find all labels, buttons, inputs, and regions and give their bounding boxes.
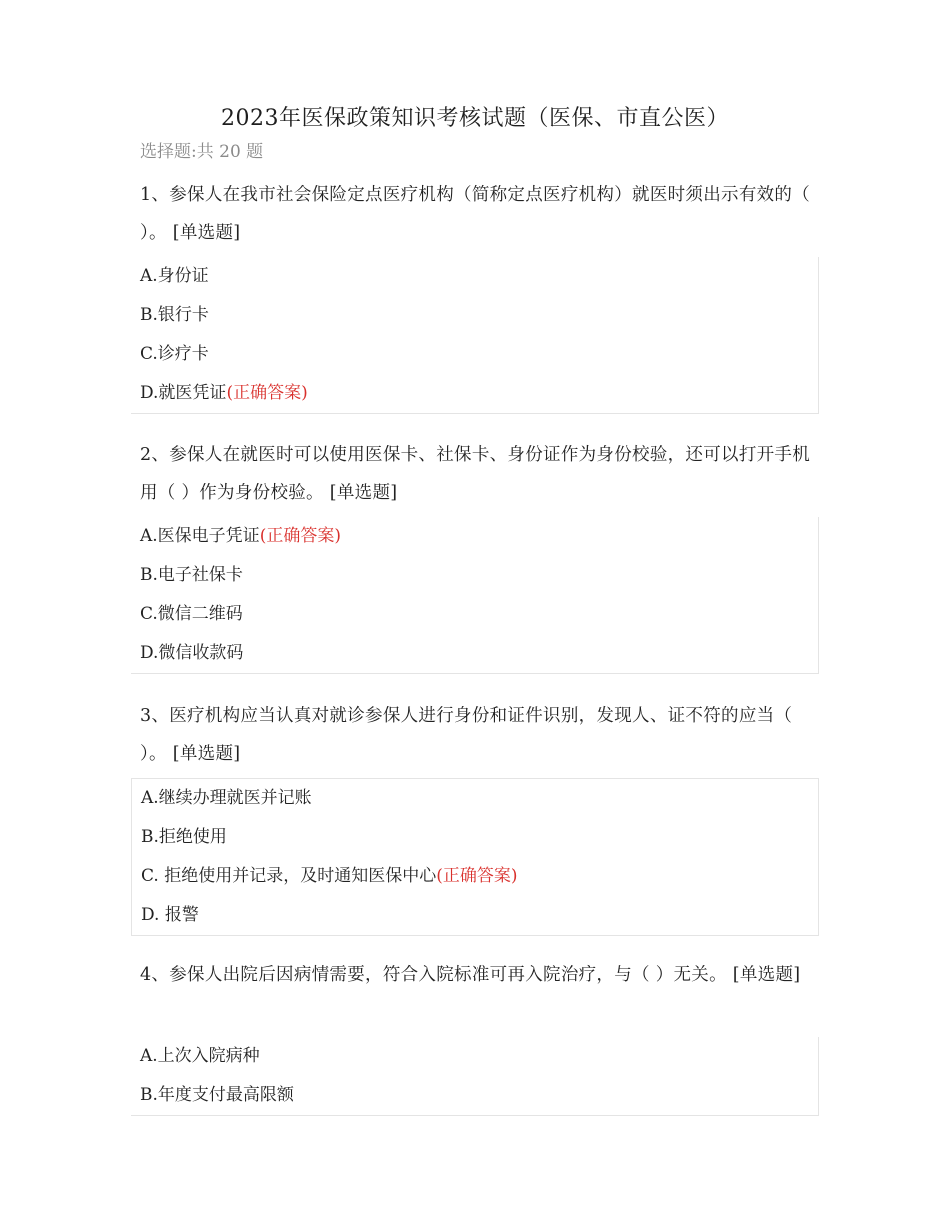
option-d[interactable] — [132, 896, 818, 935]
correct-answer-mark: (正确答案) — [259, 526, 341, 546]
document-title: 2023年医保政策知识考核试题（医保、市直公医） — [221, 106, 729, 131]
question-1-options — [131, 257, 819, 414]
correct-answer-mark: (正确答案) — [436, 866, 518, 886]
question-2-options — [131, 517, 819, 674]
option-label: B.年度支付最高限额 — [140, 1085, 294, 1105]
option-label: A.医保电子凭证 — [140, 526, 260, 546]
question-3-options — [131, 778, 819, 936]
option-b[interactable] — [131, 296, 818, 335]
option-label: A.继续办理就医并记账 — [141, 788, 312, 808]
option-label: C.微信二维码 — [140, 604, 243, 624]
option-label: A.身份证 — [140, 266, 209, 286]
option-b[interactable] — [132, 818, 818, 857]
question-3-text: 3、医疗机构应当认真对就诊参保人进行身份和证件识别，发现人、证不符的应当（ ）。 [单选题] — [140, 706, 793, 764]
question-4-text: 4、参保人出院后因病情需要，符合入院标准可再入院治疗，与（ ）无关。 [单选题] — [140, 965, 801, 985]
option-a[interactable] — [132, 779, 818, 818]
option-c[interactable] — [132, 857, 818, 896]
option-label: D. 报警 — [141, 905, 199, 925]
option-label: D.微信收款码 — [140, 643, 244, 663]
option-label: D.就医凭证 — [140, 383, 227, 403]
option-a[interactable] — [131, 257, 818, 296]
question-1-text: 1、参保人在我市社会保险定点医疗机构（简称定点医疗机构）就医时须出示有效的（ ）。 [单选题] — [140, 185, 811, 243]
option-label: A.上次入院病种 — [140, 1046, 260, 1066]
question-count-label: 选择题:共 20 题 — [140, 142, 264, 162]
option-c[interactable] — [131, 335, 818, 374]
option-b[interactable] — [131, 1076, 818, 1115]
option-a[interactable] — [131, 517, 818, 556]
option-label: C.诊疗卡 — [140, 344, 209, 364]
correct-answer-mark: (正确答案) — [226, 383, 308, 403]
option-b[interactable] — [131, 556, 818, 595]
option-label: C. 拒绝使用并记录，及时通知医保中心 — [141, 866, 437, 886]
question-2-text: 2、参保人在就医时可以使用医保卡、社保卡、身份证作为身份校验，还可以打开手机用（ ）作为身份校验。 [单选题] — [140, 445, 811, 503]
question-4-options — [131, 1037, 819, 1116]
option-a[interactable] — [131, 1037, 818, 1076]
option-label: B.拒绝使用 — [141, 827, 227, 847]
option-d[interactable] — [131, 634, 818, 673]
option-d[interactable] — [131, 374, 818, 413]
option-c[interactable] — [131, 595, 818, 634]
option-label: B.银行卡 — [140, 305, 209, 325]
option-label: B.电子社保卡 — [140, 565, 243, 585]
